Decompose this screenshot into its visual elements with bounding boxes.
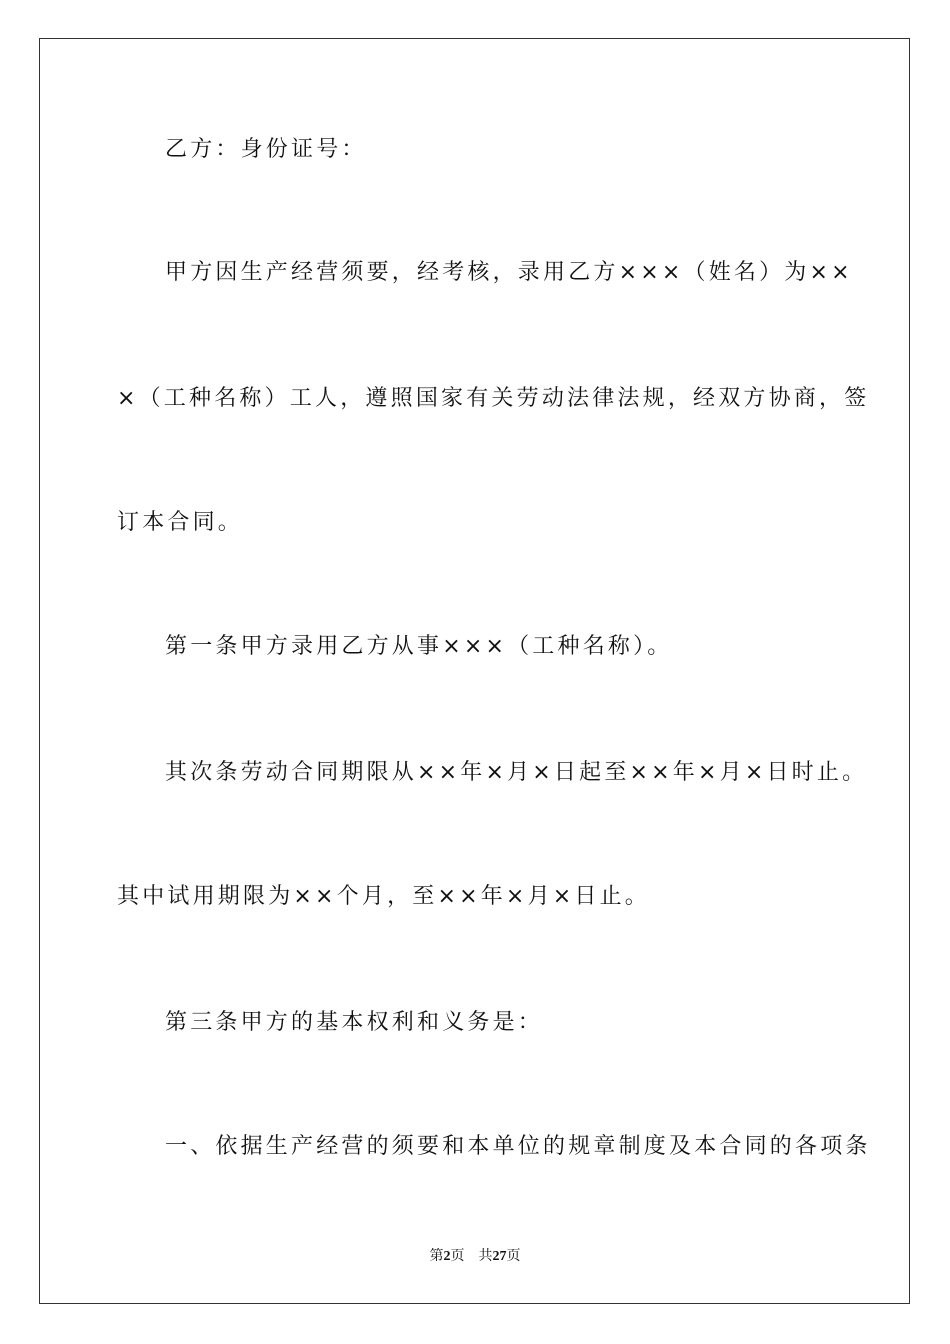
footer-total-suffix: 页	[506, 1249, 521, 1264]
text-line-article-3: 第三条甲方的基本权利和义务是：	[165, 1010, 544, 1035]
text-line-intro-3: 订本合同。	[117, 510, 244, 535]
footer-page-suffix: 页	[450, 1249, 465, 1264]
text-line-party-b: 乙方：身份证号：	[165, 137, 367, 162]
text-line-article-2: 其次条劳动合同期限从××年×月×日起至××年×月×日时止。	[165, 760, 868, 785]
total-pages-number: 27	[492, 1249, 507, 1264]
footer-total-prefix: 共	[478, 1249, 493, 1264]
text-line-article-2-cont: 其中试用期限为××个月，至××年×月×日止。	[117, 884, 651, 909]
text-line-article-1: 第一条甲方录用乙方从事×××（工种名称）。	[165, 634, 673, 659]
current-page-number: 2	[443, 1249, 451, 1264]
page-footer	[0, 1247, 950, 1267]
text-line-intro-1: 甲方因生产经营须要，经考核，录用乙方×××（姓名）为××	[165, 260, 853, 285]
text-line-intro-2: ×（工种名称）工人，遵照国家有关劳动法律法规，经双方协商，签	[117, 386, 870, 411]
page-border	[39, 38, 910, 1304]
footer-prefix: 第	[429, 1249, 444, 1264]
text-line-article-3-item-1: 一、依据生产经营的须要和本单位的规章制度及本合同的各项条	[165, 1134, 871, 1159]
